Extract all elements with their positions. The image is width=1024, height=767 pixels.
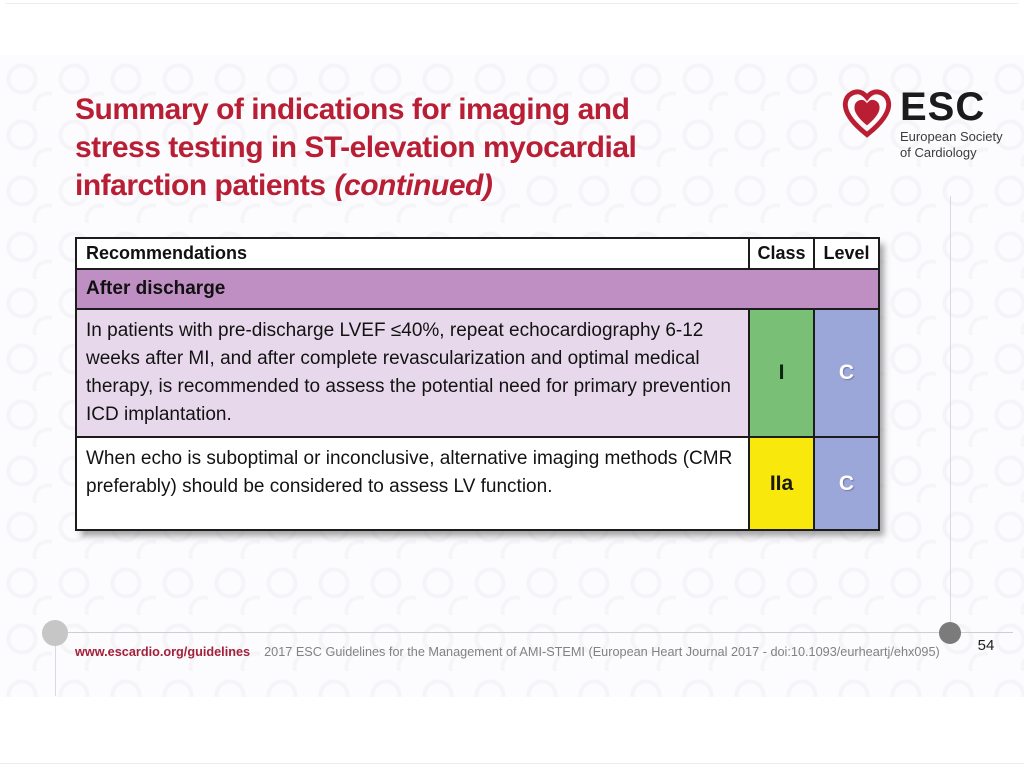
guidelines-link[interactable]: www.escardio.org/guidelines	[75, 645, 251, 659]
slide-title	[75, 91, 775, 205]
page-number: 54	[977, 637, 995, 654]
esc-heart-icon	[840, 85, 894, 141]
table-header-row	[76, 238, 879, 269]
recommendations-table	[75, 237, 880, 531]
citation-text: 2017 ESC Guidelines for the Management of AMI-STEMI (European Heart Journal 2017 - doi:10.1093/eurheartj/ehx095)	[264, 645, 940, 659]
section-label: After discharge	[76, 269, 879, 309]
timeline-dot-right	[939, 622, 961, 644]
level-badge: C	[814, 309, 879, 437]
table-row	[76, 437, 879, 530]
slide-canvas	[0, 55, 1024, 697]
column-header-level: Level	[814, 238, 879, 269]
class-badge: IIa	[749, 437, 814, 530]
slide-title-line	[75, 167, 775, 205]
slide-title-continued: (continued)	[334, 169, 493, 202]
esc-logo-text	[900, 85, 1003, 161]
esc-logo	[840, 85, 1003, 161]
column-header-recommendations: Recommendations	[76, 238, 749, 269]
footer-divider-line	[55, 632, 1013, 633]
class-badge: I	[749, 309, 814, 437]
section-row	[76, 269, 879, 309]
bottom-divider	[0, 763, 1024, 764]
recommendation-text: When echo is suboptimal or inconclusive, alternative imaging methods (CMR preferably) should be considered to assess LV function.	[76, 437, 749, 530]
timeline-dot-left	[42, 620, 68, 646]
slide-title-line: stress testing in ST-elevation myocardial	[75, 131, 637, 164]
slide-title-line-text: infarction patients	[75, 169, 326, 202]
vertical-guide-right	[950, 196, 951, 633]
table-row	[76, 309, 879, 437]
esc-wordmark: ESC	[900, 85, 986, 129]
esc-subtitle-line2: of Cardiology	[900, 145, 977, 160]
top-divider	[6, 3, 1018, 4]
column-header-class: Class	[749, 238, 814, 269]
level-badge: C	[814, 437, 879, 530]
footer	[75, 645, 975, 659]
esc-subtitle-line1: European Society	[900, 129, 1003, 144]
recommendation-text: In patients with pre-discharge LVEF ≤40%, repeat echocardiography 6-12 weeks after MI, and after complete revascularization and optimal medical therapy, is recommended to assess the potential need for primary prevention ICD implantation.	[76, 309, 749, 437]
slide-title-line: Summary of indications for imaging and	[75, 93, 630, 126]
